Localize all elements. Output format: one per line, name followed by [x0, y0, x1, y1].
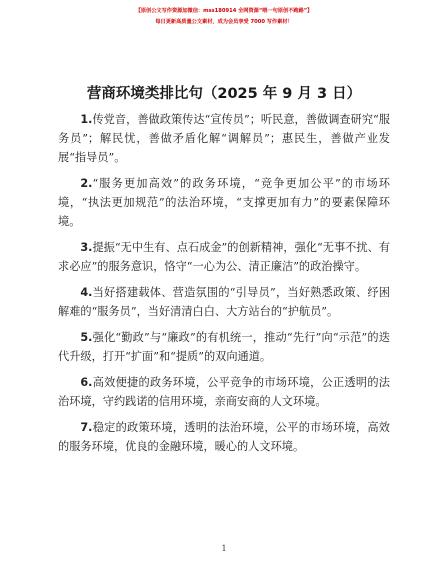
paragraph-2 — [58, 174, 390, 231]
promo-banner-line-1: 【原创公文写作资源加微信：mss180914 全网资源“喂一句原创不跑路”】 — [135, 8, 313, 14]
page-number: 1 — [221, 544, 227, 553]
paragraph-text: 高效便捷的政务环境，公平竞争的市场环境，公正透明的法治环境，守约践诺的信用环境，亲商安商的人文环境。 — [58, 376, 390, 408]
paragraph-text: 传党音，善做政策传达“宣传员”；听民意，善做调查研究“服务员”；解民忧，善做矛盾化解“调解员”；惠民生，善做产业发展“指导员”。 — [58, 113, 390, 164]
document-body — [58, 110, 390, 463]
paragraph-number: 3. — [80, 241, 93, 254]
paragraph-text: 当好搭建载体、营造氛围的“引导员”，当好熟悉政策、纾困解难的“服务员”，当好清清白白、大方站台的“护航员”。 — [58, 286, 390, 318]
promo-banner-line-2: 每日更新高质量公文素材，成为会员享受 7000 写作素材！ — [155, 19, 293, 25]
paragraph-number: 6. — [80, 376, 93, 389]
paragraph-text: “服务更加高效”的政务环境，“竞争更加公平”的市场环境，“执法更加规范”的法治环境，“支撑更加有力”的要素保障环境。 — [58, 177, 390, 228]
paragraph-number: 2. — [80, 177, 93, 190]
paragraph-number: 1. — [80, 113, 93, 126]
paragraph-6 — [58, 373, 390, 411]
paragraph-3 — [58, 238, 390, 276]
paragraph-4 — [58, 283, 390, 321]
paragraph-text: 稳定的政策环境，透明的法治环境，公平的市场环境，高效的服务环境，优良的金融环境，暖心的人文环境。 — [58, 421, 390, 453]
paragraph-5 — [58, 328, 390, 366]
paragraph-text: 提振“无中生有、点石成金”的创新精神，强化“无事不扰、有求必应”的服务意识，恪守“一心为公、清正廉洁”的政治操守。 — [58, 241, 390, 273]
paragraph-number: 5. — [80, 331, 93, 344]
promo-banner — [0, 6, 448, 28]
paragraph-text: 强化“勤政”与“廉政”的有机统一，推动“先行”向“示范”的迭代升级，打开“扩面”和“提质”的双向通道。 — [58, 331, 390, 363]
paragraph-number: 4. — [80, 286, 93, 299]
paragraph-7 — [58, 418, 390, 456]
paragraph-number: 7. — [80, 421, 93, 434]
paragraph-1 — [58, 110, 390, 167]
document-title: 营商环境类排比句（2025 年 9 月 3 日） — [86, 86, 362, 102]
